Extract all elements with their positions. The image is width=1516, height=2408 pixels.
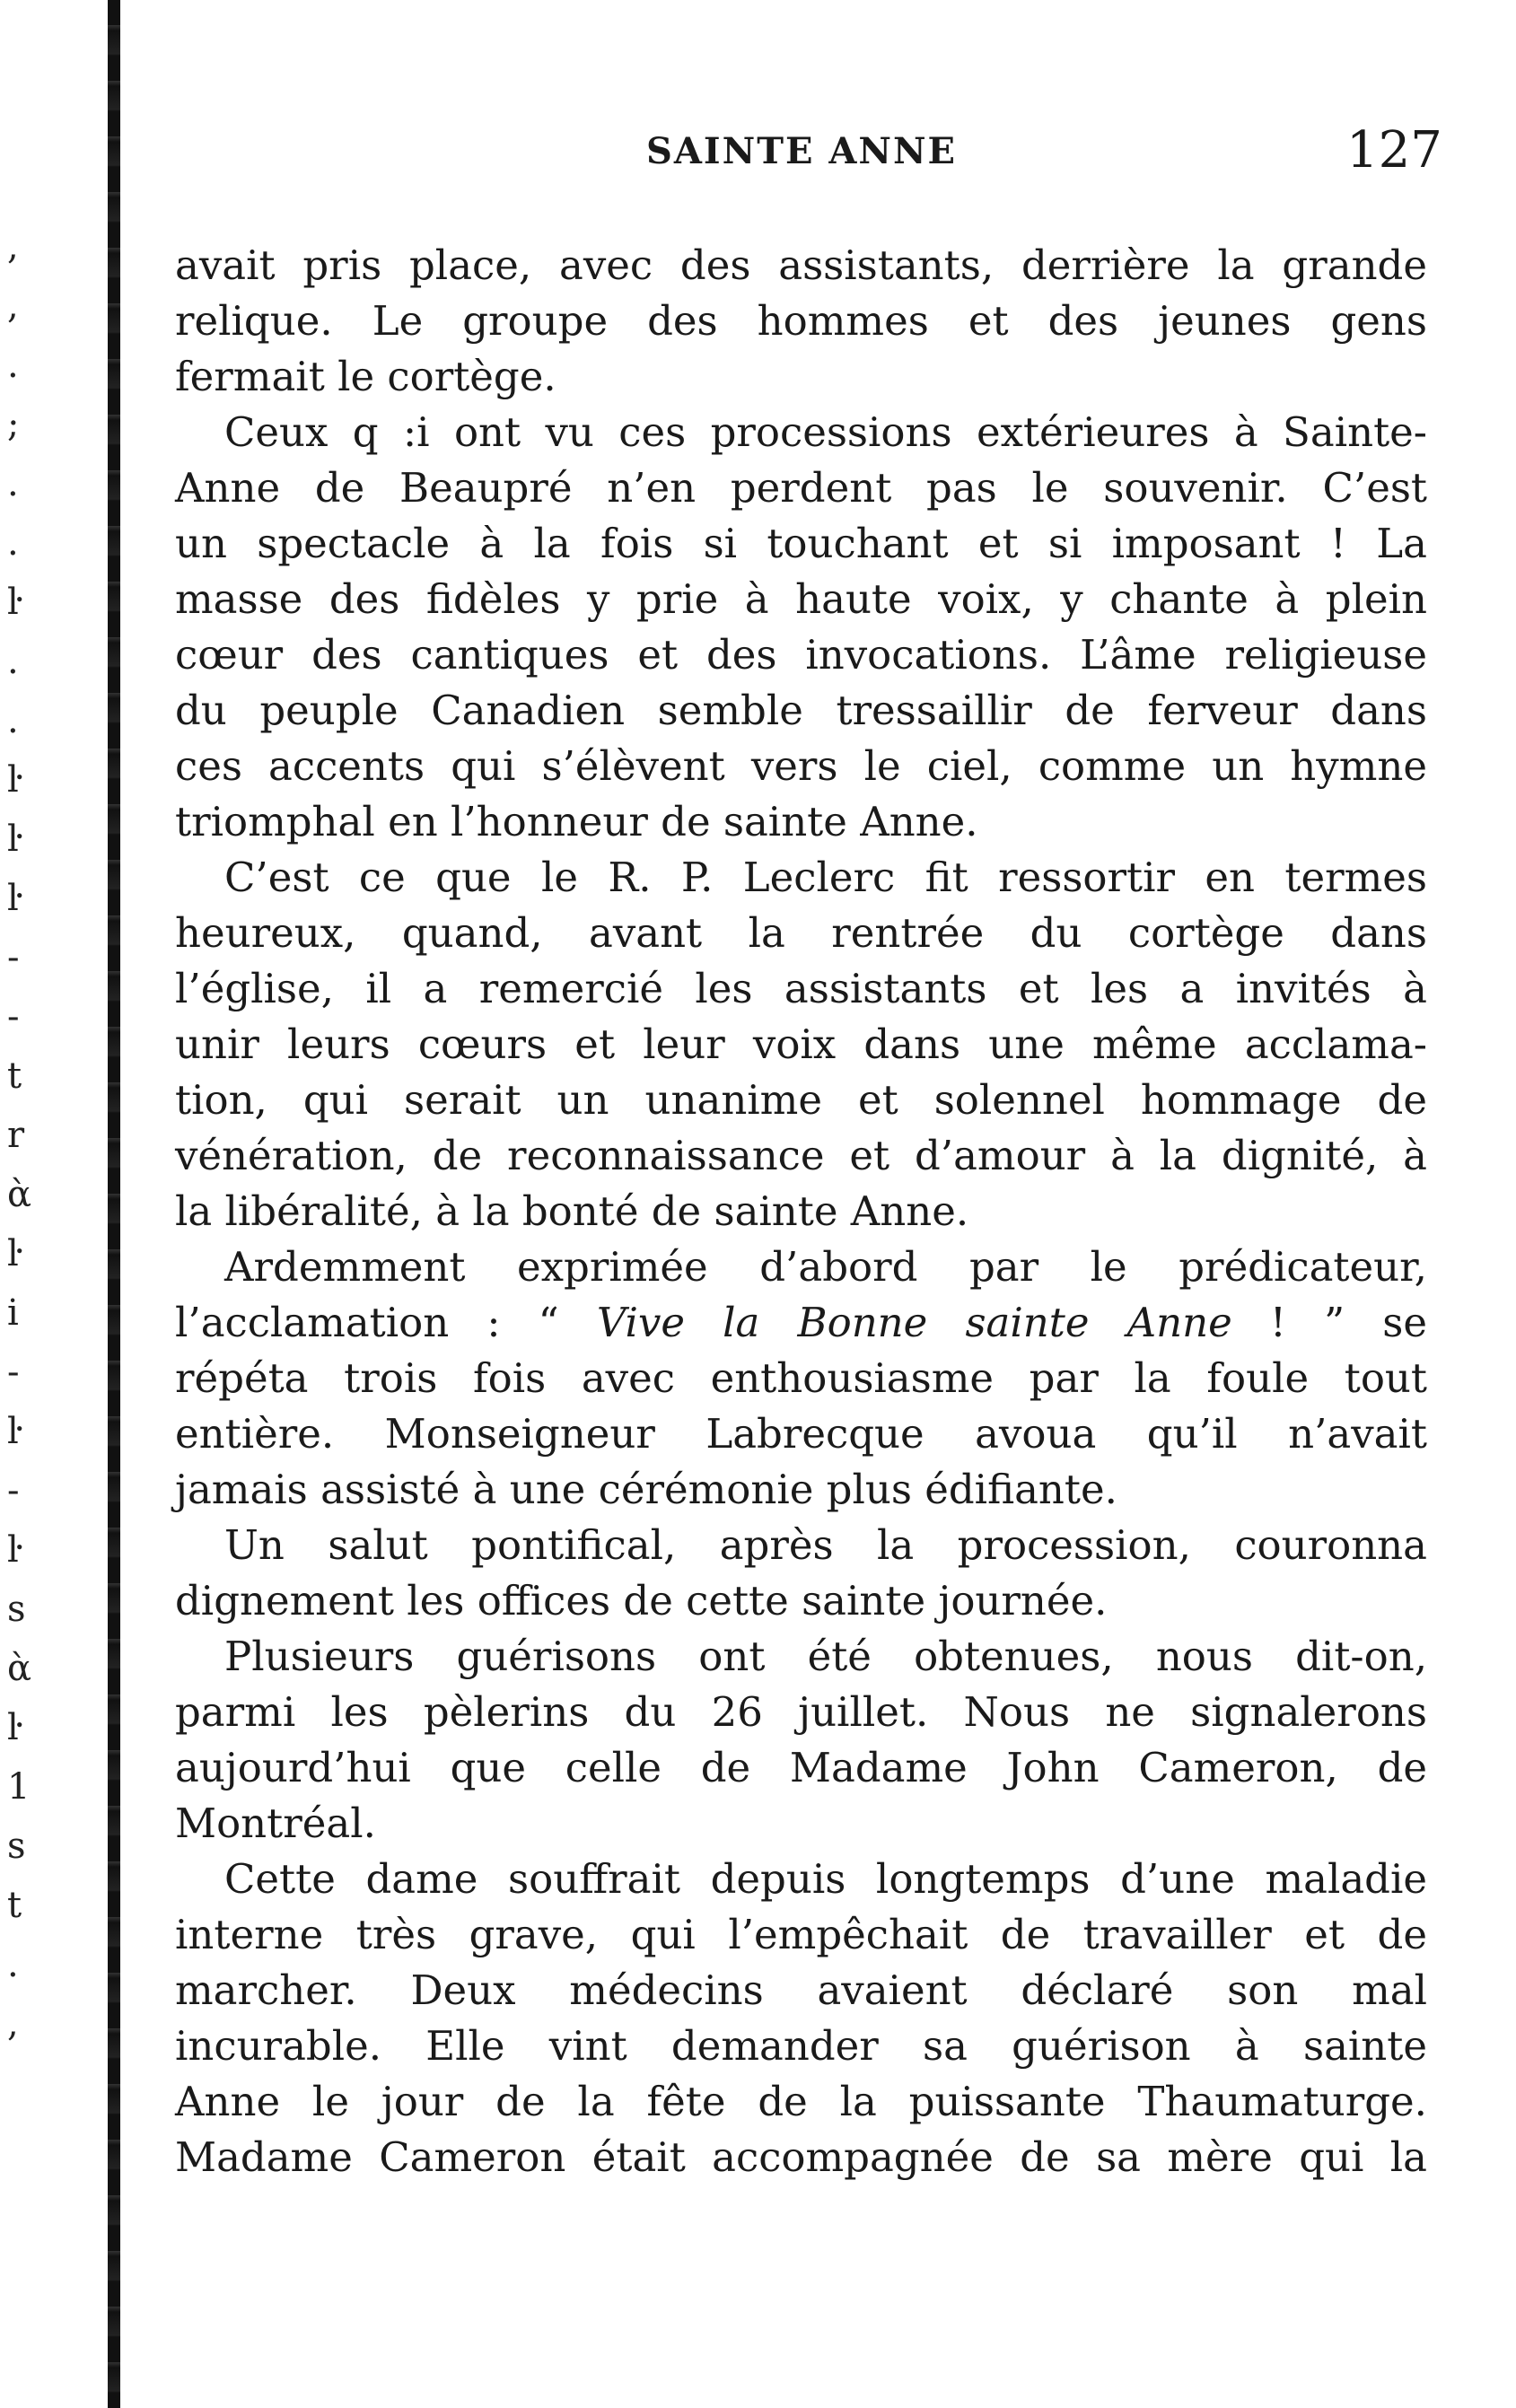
text-line: dignement les offices de cette sainte journée.	[175, 1577, 1108, 1624]
margin-fragment: .	[7, 700, 19, 741]
margin-fragment: ŀ	[7, 582, 19, 623]
text-line: unir leurs cœurs et leur voix dans une même acclama-	[175, 1020, 1427, 1068]
text-line: ces accents qui s’élèvent vers le ciel, comme un hymne	[175, 742, 1427, 790]
margin-fragment: .	[7, 522, 19, 564]
margin-fragment: s	[7, 1826, 26, 1867]
margin-fragment: ὰ	[7, 1648, 32, 1689]
margin-fragment: -	[7, 996, 20, 1038]
text-line: Cette dame souffrait depuis longtemps d’une maladie	[224, 1855, 1427, 1903]
text-line: l’acclamation : “ Vive la Bonne sainte Anne ! ” se	[175, 1299, 1428, 1346]
body-text	[175, 238, 1427, 2185]
margin-fragment: -	[7, 1470, 20, 1511]
margin-fragment: .	[7, 641, 19, 682]
text-line: la libéralité, à la bonté de sainte Anne.	[175, 1187, 969, 1235]
text-line: entière. Monseigneur Labrecque avoua qu’il n’avait	[175, 1410, 1427, 1458]
running-head: SAINTE ANNE	[646, 130, 958, 172]
text-line: Ardemment exprimée d’abord par le prédicateur,	[224, 1243, 1427, 1291]
text-line: cœur des cantiques et des invocations. L’âme religieuse	[175, 631, 1427, 679]
margin-fragment: t	[7, 1885, 22, 1926]
margin-fragment: s	[7, 1589, 26, 1630]
text-line: Anne le jour de la fête de la puissante Thaumaturge.	[175, 2078, 1427, 2125]
text-line: heureux, quand, avant la rentrée du cortège dans	[175, 909, 1427, 957]
text-line: Montréal.	[175, 1799, 376, 1847]
text-line: du peuple Canadien semble tressaillir de ferveur dans	[175, 687, 1427, 734]
page-number: 127	[1346, 121, 1442, 180]
text-line: interne très grave, qui l’empêchait de travailler et de	[175, 1911, 1427, 1958]
margin-fragment: ,	[7, 285, 19, 327]
margin-fragment: r	[7, 1115, 25, 1156]
margin-fragment: -	[7, 937, 20, 978]
text-line: marcher. Deux médecins avaient déclaré son mal	[175, 1966, 1427, 2014]
text-line: répéta trois fois avec enthousiasme par la foule tout	[175, 1354, 1427, 1402]
text-line: Ceux q :i ont vu ces processions extérieures à Sainte-	[224, 408, 1427, 456]
margin-fragment: ŀ	[7, 1529, 19, 1571]
margin-fragment: ŀ	[7, 1233, 19, 1274]
binding-edge	[108, 0, 120, 2408]
text-line: un spectacle à la fois si touchant et si imposant ! La	[175, 520, 1427, 567]
margin-fragment: 1	[7, 1766, 31, 1808]
margin-fragment: ŀ	[7, 1411, 19, 1452]
text-line: fermait le cortège.	[175, 353, 556, 400]
margin-fragment: ;	[7, 404, 20, 445]
margin-fragment: ,	[7, 226, 19, 267]
margin-fragment: i	[7, 1292, 19, 1334]
margin-fragment: ŀ	[7, 819, 19, 860]
margin-fragment: ŀ	[7, 759, 19, 801]
text-line: jamais assisté à une cérémonie plus édifiante.	[175, 1466, 1117, 1513]
margin-fragment: .	[7, 345, 19, 386]
margin-fragment: ,	[7, 2003, 19, 2045]
text-line: triomphal en l’honneur de sainte Anne.	[175, 798, 978, 845]
text-line: avait pris place, avec des assistants, derrière la grande	[175, 241, 1427, 289]
text-line: masse des fidèles y prie à haute voix, y chante à plein	[175, 575, 1427, 623]
text-line: vénération, de reconnaissance et d’amour à la dignité, à	[175, 1132, 1427, 1179]
margin-fragment: ŀ	[7, 1707, 19, 1748]
margin-fragment: ŀ	[7, 878, 19, 919]
text-line: C’est ce que le R. P. Leclerc fit ressortir en termes	[224, 854, 1427, 901]
text-line: l’église, il a remercié les assistants et les a invités à	[175, 965, 1427, 1012]
text-line: parmi les pèlerins du 26 juillet. Nous ne signalerons	[175, 1688, 1427, 1736]
left-margin-bleedthrough	[0, 0, 54, 2408]
text-line: incurable. Elle vint demander sa guérison à sainte	[175, 2022, 1427, 2070]
margin-fragment: t	[7, 1055, 22, 1097]
text-line: relique. Le groupe des hommes et des jeunes gens	[175, 297, 1427, 345]
text-line: Plusieurs guérisons ont été obtenues, nous dit-on,	[224, 1633, 1427, 1680]
margin-fragment: ὰ	[7, 1174, 32, 1215]
text-line: Madame Cameron était accompagnée de sa mère qui la	[175, 2133, 1427, 2181]
margin-fragment: -	[7, 1352, 20, 1393]
text-line: tion, qui serait un unanime et solennel hommage de	[175, 1076, 1427, 1124]
margin-fragment: .	[7, 1944, 19, 1985]
text-line: aujourd’hui que celle de Madame John Cameron, de	[175, 1744, 1427, 1791]
text-line: Anne de Beaupré n’en perdent pas le souvenir. C’est	[175, 464, 1427, 512]
margin-fragment: .	[7, 463, 19, 504]
text-line: Un salut pontifical, après la procession, couronna	[224, 1521, 1427, 1569]
